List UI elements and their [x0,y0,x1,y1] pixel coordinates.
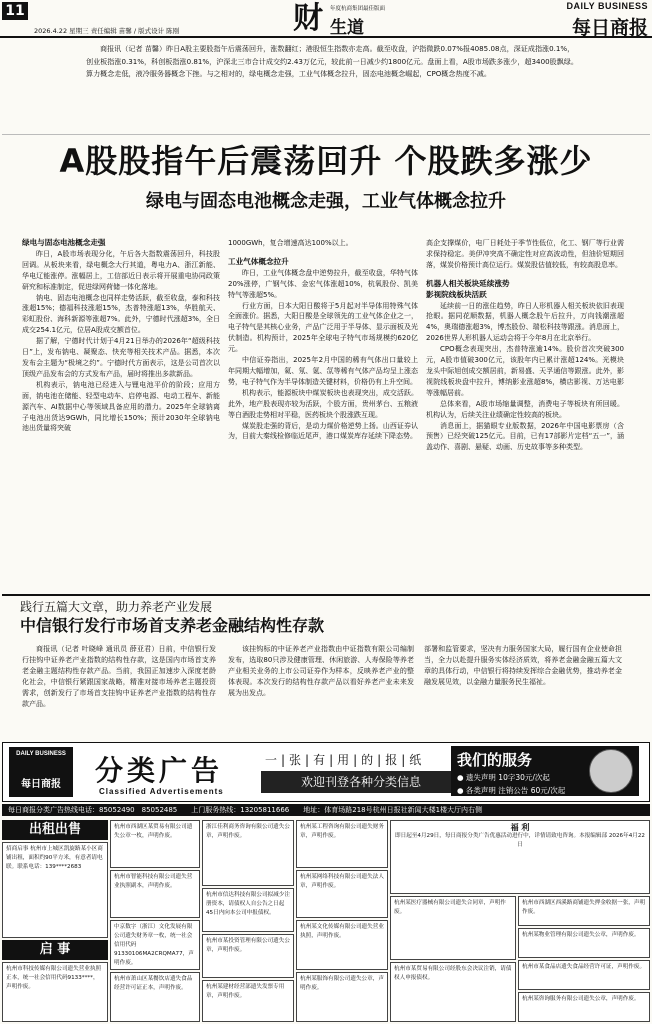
ad-cell: 杭州某文化传媒有限公司遗失营业执照，声明作废。 [296,920,388,970]
section-name: 生道 [330,18,364,38]
service-item: ● 各类声明 注销公告 60元/次起 [457,786,566,795]
paragraph: 中信证券指出，2025年2月中国的稀有气体出口量较上年同期大幅增加，氦、氖、氪、氙等稀有气体产品均呈上涨态势，电子特气作为半导体制造关键材料，价格仍有上升空间。 [228,356,418,386]
article2-column-2 [228,644,414,736]
ad-cell: 招商启事 杭州市上城区凯旋路某小区商铺出租，面积约90平方米，有意者请电联。联系电话：139****2683 [2,842,108,938]
paragraph: 部署和监管要求，坚决有力服务国家大局，履行国有企业使命担当，全力以赴提升服务实体经济质效，将养老金融金融五篇大文章的具体行动，中信银行将持续发挥综合金融优势，推动养老金融发展见效，以金融力量服务民生福祉。 [424,645,622,686]
article-column-2 [228,238,418,556]
ad-cell: 杭州某网络科技有限公司遗失法人章，声明作废。 [296,870,388,918]
dateline: 2026.4.22 星期三 责任编辑 苗馨 / 版式设计 陈刚 [34,27,180,35]
notice-body: 即日起至4月29日，每日商报分类广告优惠活动进行中，详情请致电咨询。本报编辑部 2026年4月22日 [395,833,645,848]
lead-paragraph: 商报讯（记者 苗馨）昨日A股主要股指午后震荡回升，涨数翻红；港股恒生指数亦走高。截至收盘，沪指微跌0.07%报4085.08点，深证成指涨0.1%，创业板指涨0.31%，科创板指涨0.81%，沪深北三市合计成交约2.43万亿元，较此前一日减少约1800亿元。盘面上看，A股市场跌多涨少，超3400股飘绿。算力概念走低，液冷服务器概念下挫。与之相对的，绿电概念走强，工业气体概念拉升，固态电池概念崛起，CPO概念热度不减。 [86,44,578,79]
ad-cell: 杭州市萧山区某餐饮店遗失食品经营许可证正本，声明作废。 [110,972,200,1022]
paragraph: CPO概念表现突出，杰普特涨逾14%。股价首次突破300元，A股市值破300亿元，该股年内已累计涨超124%。光模块龙头中际旭创成交额居前，新易盛、天孚通信等跟涨。此外，影视院线板块盘中拉升，博纳影业涨超8%，横店影视、万达电影等涨幅居前。 [426,345,624,397]
ad-cell: 杭州市信达科技有限公司拟减少注册资本，请债权人自公告之日起45日内向本公司申报债权。 [202,888,294,932]
divider [2,594,650,596]
classified-title: 分类广告 [95,754,224,787]
ad-cell: 杭州市科技传媒有限公司遗失营业执照正本，统一社会信用代码9133****，声明作废。 [2,962,108,1022]
paragraph: 据了解，宁德时代计划于4月21日举办的2026年“超级科技日”上，发布钠电、凝聚态、快充等相关技术产品。据悉，本次发布会主题为“极境之约”。宁德时代方面表示，这是公司首次以顶级产品发布会的方式发布产品，届时将推出多款新品。 [22,337,220,378]
service-item: ● 遗失声明 10字30元/次起 [457,773,550,782]
ad-cell: 中京数字（浙江）文化发展有限公司遗失财务章一枚，统一社会信用代码91330106MA2CRQMA77，声明作废。 [110,920,200,970]
ad-cell: 杭州某咨询服务有限公司遗失公章，声明作废。 [518,992,650,1022]
article2-column-1 [22,644,216,736]
paragraph: 商报讯（记者 叶晓峰 通讯员 薛亚君）日前，中信银行发行挂钩中证养老产业指数的结构性存款，这是国内市场首支养老金融主题结构性存款产品。当前，我国正加速步入深度老龄化社会，中信银行紧跟国家战略，精准对接市场养老主题投资需求，创新发行了市场首支挂钩中证养老产业指数的结构性存款产品。 [22,645,216,708]
section-heading: 绿电与固态电池概念走强 [22,238,106,247]
section-heading: 工业气体概念拉升 [228,256,289,266]
category-notice: 启 事 [2,940,108,960]
masthead [0,0,652,38]
logo-english: DAILY BUSINESS [16,751,66,757]
paragraph: 延续前一日的涨住趋势，昨日人形机器人相关板块依旧表现抢眼。据同花顺数据，机器人概念股午后拉升，万向钱潮涨超4%，奥瑞德涨超3%，博杰股份、瑞松科技等跟涨。消息面上，2026世界人形机器人运动会将于今年8月在北京举行。 [426,301,624,343]
main-headline: A股股指午后震荡回升 个股跌多涨少 [59,142,593,180]
daily-business-logo [9,747,73,797]
brand-logo: 每日商报 [571,17,648,39]
services-title: 我们的服务 [457,751,533,769]
page-number: 11 [2,2,28,20]
ad-cell: 浙江佳利商务咨询有限公司遗失公章，声明作废。 [202,820,294,886]
paragraph: 消息面上，据猫眼专业版数据，2026年中国电影票房（含预售）已经突破125亿元。目前，已有17部影片定档“五一”，涵盖动作、喜剧、悬疑、动画、历史故事等多种类型。 [426,421,624,452]
ad-cell: 杭州市西湖区西溪路商铺遗失押金收据一张，声明作废。 [518,896,650,926]
paragraph: 昨日，工业气体概念盘中逆势拉升，截至收盘，华特气体20%涨停，广钢气体、金宏气体涨超10%，杭氧股份、凯美特气等涨超5%。 [228,268,418,299]
section-heading: 机器人相关板块延续涨势 [426,278,510,288]
ad-cell: 杭州市某食品店遗失食品经营许可证，声明作废。 [518,960,650,990]
ad-cell: 杭州某医疗器械有限公司遗失合同章，声明作废。 [390,896,516,960]
section-award: 年度杭商集团最佳版面 [330,6,386,12]
sub-headline: 绿电与固态电池概念走强，工业气体概念拉升 [146,191,506,212]
article-column-1 [22,238,220,556]
article2-headline: 中信银行发行市场首支养老金融结构性存款 [20,616,325,635]
article-column-3 [426,238,624,556]
section-character: 财 [293,1,323,36]
paragraph: 机构表示，钠电池已经进入与锂电池平价的阶段；应用方面，钠电池在储能、轻型电动车、启停电源、电动工程车、新能源汽车、AI数据中心等领域具备应用的潜力。2025年全球钠离子电池出货达9GWh，同比增长150%；预计2030年全球钠电池出货量将突破 [22,380,220,433]
divider [2,134,650,135]
paragraph: 行业方面，日本大阳日酸将于5月起对半导体用特殊气体全面涨价。据悉，大阳日酸是全球领先的工业气体企业之一，电子特气是其核心业务，产品广泛用于半导体、显示面板及光伏制造。机构预计，2025年全球电子特气市场规模约620亿元。 [228,301,418,354]
paragraph: 煤炭股走强的背后，是动力煤价格逆势上扬。山西证券认为，目前大秦线检修临近尾声，港口煤炭库存延续下降态势。 [228,421,418,441]
article2-column-3 [424,644,622,736]
paragraph: 总体来看，A股市场缩量调整，消费电子等板块有所回暖。机构认为，后续关注业绩确定性较高的板块。 [426,399,624,419]
classified-grid [2,818,650,1022]
paragraph: 1000GWh，复合增速高达100%以上。 [228,239,353,247]
ad-cell: 杭州市西湖区某贸易有限公司遗失公章一枚，声明作废。 [110,820,200,868]
classified-slogan: 一|张|有|用|的|报|纸 [265,753,426,767]
ad-cell: 杭州某工程咨询有限公司遗失财务章，声明作废。 [296,820,388,868]
notice-title: 福 利 [510,823,530,832]
classified-welcome: 欢迎刊登各种分类信息 [261,771,461,793]
ad-cell: 杭州某建材经营部遗失发票专用章，声明作废。 [202,980,294,1022]
section-heading: 影视院线板块活跃 [426,289,487,299]
ad-cell: 杭州市智能科技有限公司遗失营业执照副本，声明作废。 [110,870,200,918]
paragraph: 机构表示，能源板块中煤炭板块也表现突出，成交活跃。此外，地产股表现亦较为活跃，个股方面，贵州茅台、五粮液等白酒股走势相对平稳，医药板块个股涨跌互现。 [228,388,418,419]
paragraph: 昨日，A股市场表现分化，午后各大指数震荡回升，科技股回调。从板块来看，绿电概念大行其道，粤电力A、浙江新能、华电辽能涨停。涨幅居上，工信部近日表示将开展重电协同政策研究和标准制定，促进绿网荷储一体化落地。 [22,249,220,291]
article2-kicker: 践行五篇大文章，助力养老产业发展 [20,600,213,614]
ad-cell: 杭州某服饰有限公司遗失公章，声明作废。 [296,972,388,1022]
mascot-icon [589,749,633,793]
paragraph: 该挂钩标的中证养老产业指数由中证指数有限公司编制发布，选取80只涉及健康管理、休闲旅游、人寿保险等养老产业相关业务的上市公司证券作为样本，反映养老产业的整体表现。本次发行的结构性存款产品以看好养老产业未来发展为出发点。 [228,645,414,697]
contact-bar: 每日商报分类广告热线电话：85052490 85052485 上门服务热线：13205811666 地址：体育场路218号杭州日报社新闻大楼1楼大厅内右侧 [2,804,650,816]
brand-english: DAILY BUSINESS [566,1,648,11]
ad-cell: 杭州市某投资管理有限公司遗失公章，声明作废。 [202,934,294,978]
ad-cell: 杭州市某贸易有限公司经股东会决议注销，请债权人申报债权。 [390,962,516,1022]
category-rent-sale: 出租出售 [2,820,108,840]
classified-banner [2,742,650,802]
paragraph: 钠电、固态电池概念也同样走势活跃，截至收盘，泰和科技涨超15%；德福科技涨超15%，杰普特涨超13%，华胜航天、彩虹股份、海科新源等涨超7%。此外，宁德时代涨超3%，全日成交254.1亿元，位居A股成交额首位。 [22,293,220,335]
classified-title-english: Classified Advertisements [99,787,224,796]
notice-box [390,820,650,894]
paragraph: 高企支撑煤价，电厂日耗处于季节性低位，化工、钢厂等行业需求保持稳定。美伊冲突高不确定性对应高波动性，但油价短期回落，煤炭价格预计高位运行。煤炭股估值较低，有较高股息率。 [426,239,624,269]
logo-chinese: 每日商报 [21,779,61,790]
ad-cell: 杭州某物业管理有限公司遗失公章，声明作废。 [518,928,650,958]
